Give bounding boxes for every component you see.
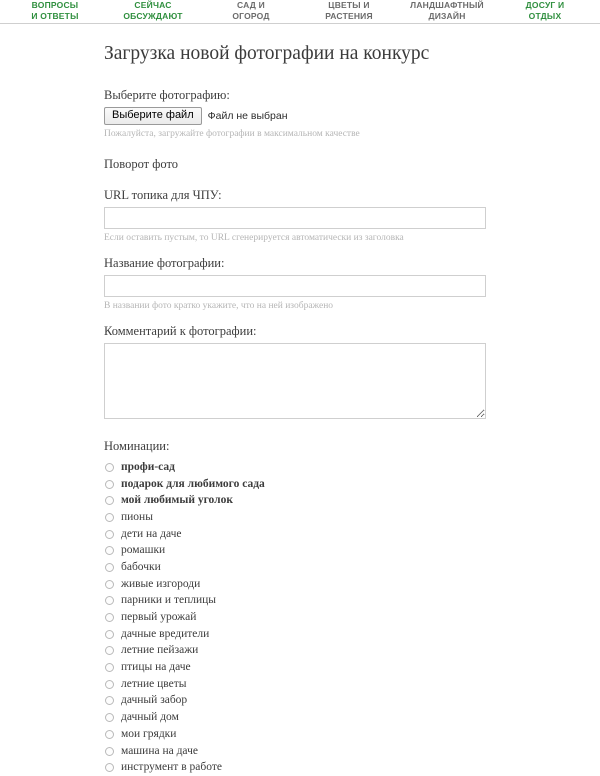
nomination-label: инструмент в работе bbox=[121, 761, 222, 774]
radio-icon[interactable] bbox=[105, 513, 114, 522]
radio-icon[interactable] bbox=[105, 730, 114, 739]
nomination-label: первый урожай bbox=[121, 611, 197, 624]
nav-item-label-line1: СЕЙЧАС bbox=[134, 0, 172, 10]
nav-item-label-line2: ОБСУЖДАЮТ bbox=[123, 11, 183, 21]
choose-file-button[interactable]: Выберите файл bbox=[104, 107, 202, 125]
nomination-label: дачный дом bbox=[121, 711, 179, 724]
nav-item-voprosy-i-otvety[interactable] bbox=[6, 0, 104, 22]
radio-icon[interactable] bbox=[105, 496, 114, 505]
radio-icon[interactable] bbox=[105, 747, 114, 756]
photo-field-label: Выберите фотографию: bbox=[104, 88, 230, 102]
nomination-label: мой любимый уголок bbox=[121, 494, 233, 507]
radio-icon[interactable] bbox=[105, 480, 114, 489]
nomination-label: мои грядки bbox=[121, 727, 177, 740]
nav-item-label-line2: И ОТВЕТЫ bbox=[31, 11, 79, 21]
page-title: Загрузка новой фотографии на конкурс bbox=[104, 43, 430, 64]
photo-field-hint: Пожалуйста, загружайте фотографии в максимальном качестве bbox=[104, 129, 360, 139]
nav-item-label-line1: ЦВЕТЫ И bbox=[328, 0, 370, 10]
radio-icon[interactable] bbox=[105, 613, 114, 622]
comment-textarea[interactable] bbox=[104, 343, 486, 419]
radio-icon[interactable] bbox=[105, 696, 114, 705]
nomination-label: дачные вредители bbox=[121, 627, 210, 640]
nav-item-sad-i-ogorod[interactable] bbox=[202, 0, 300, 22]
list-item[interactable] bbox=[104, 743, 504, 760]
nomination-label: живые изгороди bbox=[121, 577, 201, 590]
radio-icon[interactable] bbox=[105, 563, 114, 572]
list-item[interactable] bbox=[104, 726, 504, 743]
list-item[interactable] bbox=[104, 542, 504, 559]
list-item[interactable] bbox=[104, 476, 504, 493]
radio-icon[interactable] bbox=[105, 763, 114, 772]
radio-icon[interactable] bbox=[105, 630, 114, 639]
list-item[interactable] bbox=[104, 676, 504, 693]
nomination-label: дети на даче bbox=[121, 527, 182, 540]
nomination-label: летние пейзажи bbox=[121, 644, 199, 657]
list-item[interactable] bbox=[104, 593, 504, 610]
slug-field-label: URL топика для ЧПУ: bbox=[104, 188, 222, 202]
nomination-label: парники и теплицы bbox=[121, 594, 217, 607]
list-item[interactable] bbox=[104, 626, 504, 643]
list-item[interactable] bbox=[104, 759, 504, 776]
file-status-text: Файл не выбран bbox=[207, 110, 288, 122]
photo-title-input[interactable] bbox=[104, 275, 486, 297]
title-field-label: Название фотографии: bbox=[104, 256, 225, 270]
list-item[interactable] bbox=[104, 459, 504, 476]
nomination-label: птицы на даче bbox=[121, 661, 191, 674]
top-navigation bbox=[0, 0, 600, 24]
nav-item-label-line2: ДИЗАЙН bbox=[428, 11, 466, 21]
list-item[interactable] bbox=[104, 709, 504, 726]
nav-item-label-line2: РАСТЕНИЯ bbox=[325, 11, 373, 21]
radio-icon[interactable] bbox=[105, 530, 114, 539]
list-item[interactable] bbox=[104, 492, 504, 509]
nomination-label: подарок для любимого сада bbox=[121, 477, 265, 490]
list-item[interactable] bbox=[104, 576, 504, 593]
radio-icon[interactable] bbox=[105, 580, 114, 589]
nominations-radio-list bbox=[104, 459, 504, 776]
file-picker-row bbox=[104, 107, 504, 125]
list-item[interactable] bbox=[104, 609, 504, 626]
radio-icon[interactable] bbox=[105, 663, 114, 672]
nav-item-label-line1: ВОПРОСЫ bbox=[31, 0, 79, 10]
radio-icon[interactable] bbox=[105, 646, 114, 655]
title-field-hint: В названии фото кратко укажите, что на ней изображено bbox=[104, 301, 334, 311]
comment-field-label: Комментарий к фотографии: bbox=[104, 324, 257, 338]
rotate-photo-label: Поворот фото bbox=[104, 157, 178, 171]
nomination-label: дачный забор bbox=[121, 694, 188, 707]
list-item[interactable] bbox=[104, 659, 504, 676]
nav-item-dosug-i-otdyh[interactable] bbox=[496, 0, 594, 22]
page-body bbox=[0, 24, 600, 776]
comment-field-group bbox=[104, 324, 504, 419]
nav-item-label-line1: ЛАНДШАФТНЫЙ bbox=[410, 0, 484, 10]
slug-input[interactable] bbox=[104, 207, 486, 229]
slug-field-hint: Если оставить пустым, то URL сгенерируется автоматически из заголовка bbox=[104, 233, 404, 243]
list-item[interactable] bbox=[104, 559, 504, 576]
radio-icon[interactable] bbox=[105, 596, 114, 605]
nav-item-label-line2: ОТДЫХ bbox=[528, 11, 562, 21]
radio-icon[interactable] bbox=[105, 680, 114, 689]
nomination-label: ромашки bbox=[121, 544, 166, 557]
nav-item-landshaftnyy-dizayn[interactable] bbox=[398, 0, 496, 22]
nav-item-label-line1: ДОСУГ И bbox=[525, 0, 565, 10]
nomination-label: бабочки bbox=[121, 560, 161, 573]
radio-icon[interactable] bbox=[105, 546, 114, 555]
radio-icon[interactable] bbox=[105, 713, 114, 722]
list-item[interactable] bbox=[104, 693, 504, 710]
nav-item-label-line1: САД И bbox=[237, 0, 265, 10]
list-item[interactable] bbox=[104, 643, 504, 660]
nominations-label: Номинации: bbox=[104, 439, 170, 453]
list-item[interactable] bbox=[104, 509, 504, 526]
photo-field-group bbox=[104, 88, 504, 139]
title-field-group bbox=[104, 256, 504, 311]
nav-item-tsvety-i-rasteniya[interactable] bbox=[300, 0, 398, 22]
nomination-label: летние цветы bbox=[121, 677, 187, 690]
nomination-label: профи-сад bbox=[121, 460, 175, 473]
nomination-label: машина на даче bbox=[121, 744, 198, 757]
slug-field-group bbox=[104, 188, 504, 243]
nav-item-seychas-obsuzhdayut[interactable] bbox=[104, 0, 202, 22]
list-item[interactable] bbox=[104, 526, 504, 543]
upload-form bbox=[104, 42, 504, 776]
nav-item-label-line2: ОГОРОД bbox=[232, 11, 270, 21]
nominations-group bbox=[104, 439, 504, 776]
nomination-label: пионы bbox=[121, 510, 153, 523]
radio-icon[interactable] bbox=[105, 463, 114, 472]
